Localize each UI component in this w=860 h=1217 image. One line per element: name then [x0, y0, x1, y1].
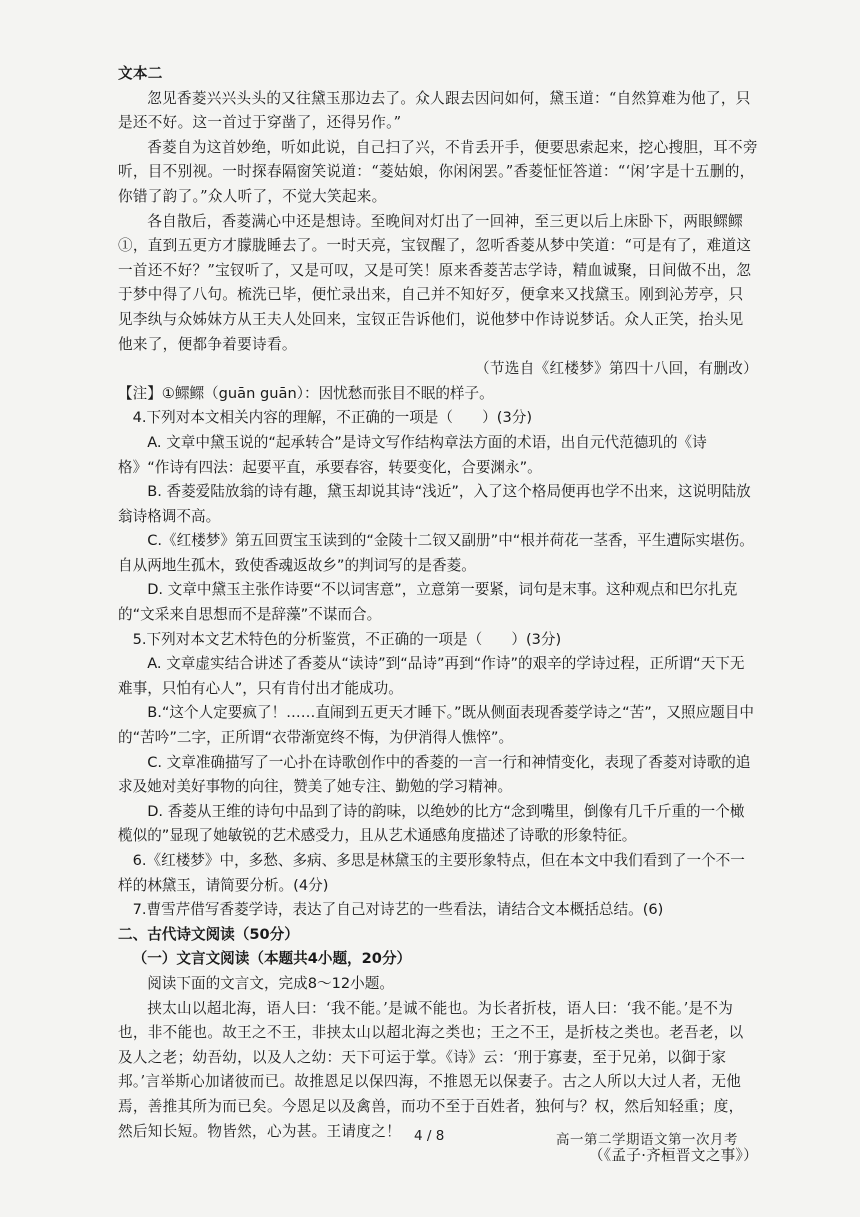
classical-text-source: （《孟子·齐桓晋文之事》）: [588, 1147, 758, 1165]
section-title: 文本二: [118, 65, 163, 82]
question-4-option-d: D. 文章中黛玉主张作诗要“不以词害意”，立意第一要紧，词句是末事。这种观点和巴尔扎克的“文采来自思想而不是辞藻”不谋而合。: [118, 581, 738, 624]
passage-paragraph-1: 忽见香菱兴兴头头的又往黛玉那边去了。众人跟去因问如何，黛玉道：“自然算难为他了，只是还不好。这一首过于穿凿了，还得另作。”: [118, 89, 751, 132]
question-7: 7.曹雪芹借写香菱学诗，表达了自己对诗艺的一些看法，请结合文本概括总结。(6): [132, 901, 664, 919]
question-5-option-c: C. 文章准确描写了一心扑在诗歌创作中的香菱的一言一行和神情变化，表现了香菱对诗歌的追求及她对美好事物的向往，赞美了她专注、勤勉的学习精神。: [118, 753, 751, 796]
question-4-stem: 4.下列对本文相关内容的理解，不正确的一项是（ ）(3分): [132, 409, 533, 427]
question-6: 6.《红楼梦》中，多愁、多病、多思是林黛玉的主要形象特点，但在本文中我们看到了一个不一样的林黛玉，请简要分析。(4分): [118, 852, 745, 894]
page-number: 4 / 8: [414, 1128, 445, 1144]
question-5-option-b: B.“这个人定要疯了！……直闹到五更天才睡下。”既从侧面表现香菱学诗之“苦”，又照应题目中的“苦吟”二字，正所谓“衣带渐宽终不悔，为伊消得人憔悴”。: [118, 704, 754, 747]
reading-instruction: 阅读下面的文言文，完成8～12小题。: [147, 974, 394, 992]
question-4-option-c: C.《红楼梦》第五回贾宝玉读到的“金陵十二钗又副册”中“根并荷花一茎香，平生遭际实堪伤。自从两地生孤木，致使香魂返故乡”的判词写的是香菱。: [118, 532, 754, 574]
passage-source: （节选自《红楼梦》第四十八回，有删改）: [475, 360, 758, 378]
footnote: 【注】①鳏鳏（guān guān）：因忧愁而张目不眠的样子。: [118, 384, 494, 402]
question-5-option-a: A. 文章虚实结合讲述了香菱从“读诗”到“品诗”再到“作诗”的艰辛的学诗过程，正所谓“天下无难事，只怕有心人”，只有肯付出才能成功。: [118, 655, 745, 697]
classical-chinese-text: 挟太山以超北海，语人曰：‘我不能。’是诚不能也。为长者折枝，语人曰：‘我不能。’是不为也，非不能也。故王之不王，非挟太山以超北海之类也；王之不王，是折枝之类也。老吾老，以及人之老；幼吾幼，以及人之幼：天下可运于掌。《诗》云：‘刑于寡妻，至于兄弟，以御于家邦。’言举斯心加诸彼而已。故推恩足以保四海，不推恩无以保妻子。古之人所以大过人者，无他焉，善推其所为而已矣。今恩足以及禽兽，而功不至于百姓者，独何与？权，然后知轻重；度，然后知长短。物皆然，心为甚。王请度之！: [118, 999, 744, 1140]
exam-title: 高一第二学期语文第一次月考: [556, 1132, 738, 1148]
passage-paragraph-3: 各自散后，香菱满心中还是想诗。至晚间对灯出了一回神，至三更以后上床卧下，两眼鳏鳏①，直到五更方才朦胧睡去了。一时天亮，宝钗醒了，忽听香菱从梦中笑道：“可是有了，难道这一首还不好？”宝钗听了，又是可叹，又是可笑！原来香菱苦志学诗，精血诚聚，日间做不出，忽于梦中得了八句。梳洗已毕，便忙录出来，自己并不知好歹，便拿来又找黛玉。刚到沁芳亭，只见李纨与众姊妹方从王夫人处回来，宝钗正告诉他们，说他梦中作诗说梦话。众人正笑，抬头见他来了，便都争着要诗看。: [118, 212, 752, 353]
question-5-stem: 5.下列对本文艺术特色的分析鉴赏，不正确的一项是（ ）(3分): [132, 630, 562, 648]
subsection-1-title: （一）文言文阅读（本题共4小题，20分）: [132, 950, 412, 968]
passage-paragraph-2: 香菱自为这首妙绝，听如此说，自己扫了兴，不肯丢开手，便要思索起来，挖心搜胆，耳不旁听，目不别视。一时探春隔窗笑说道：“菱姑娘，你闲闲罢。”香菱怔怔答道：“‘闲’字是十五删的，你错了韵了。”众人听了，不觉大笑起来。: [118, 138, 758, 205]
question-4-option-a: A. 文章中黛玉说的“起承转合”是诗文写作结构章法方面的术语，出自元代范德玑的《诗格》“作诗有四法：起要平直，承要春容，转要变化，合要渊永”。: [118, 433, 707, 476]
question-4-option-b: B. 香菱爱陆放翁的诗有趣，黛玉却说其诗“浅近”，入了这个格局便再也学不出来，这说明陆放翁诗格调不高。: [118, 483, 751, 525]
question-5-option-d: D. 香菱从王维的诗句中品到了诗的韵味，以绝妙的比方“念到嘴里，倒像有几千斤重的一个橄榄似的”显现了她敏锐的艺术感受力，且从艺术通感角度描述了诗歌的形象特征。: [118, 802, 745, 845]
page-content: [118, 62, 758, 1169]
part-2-title: 二、古代诗文阅读（50分）: [118, 925, 299, 943]
